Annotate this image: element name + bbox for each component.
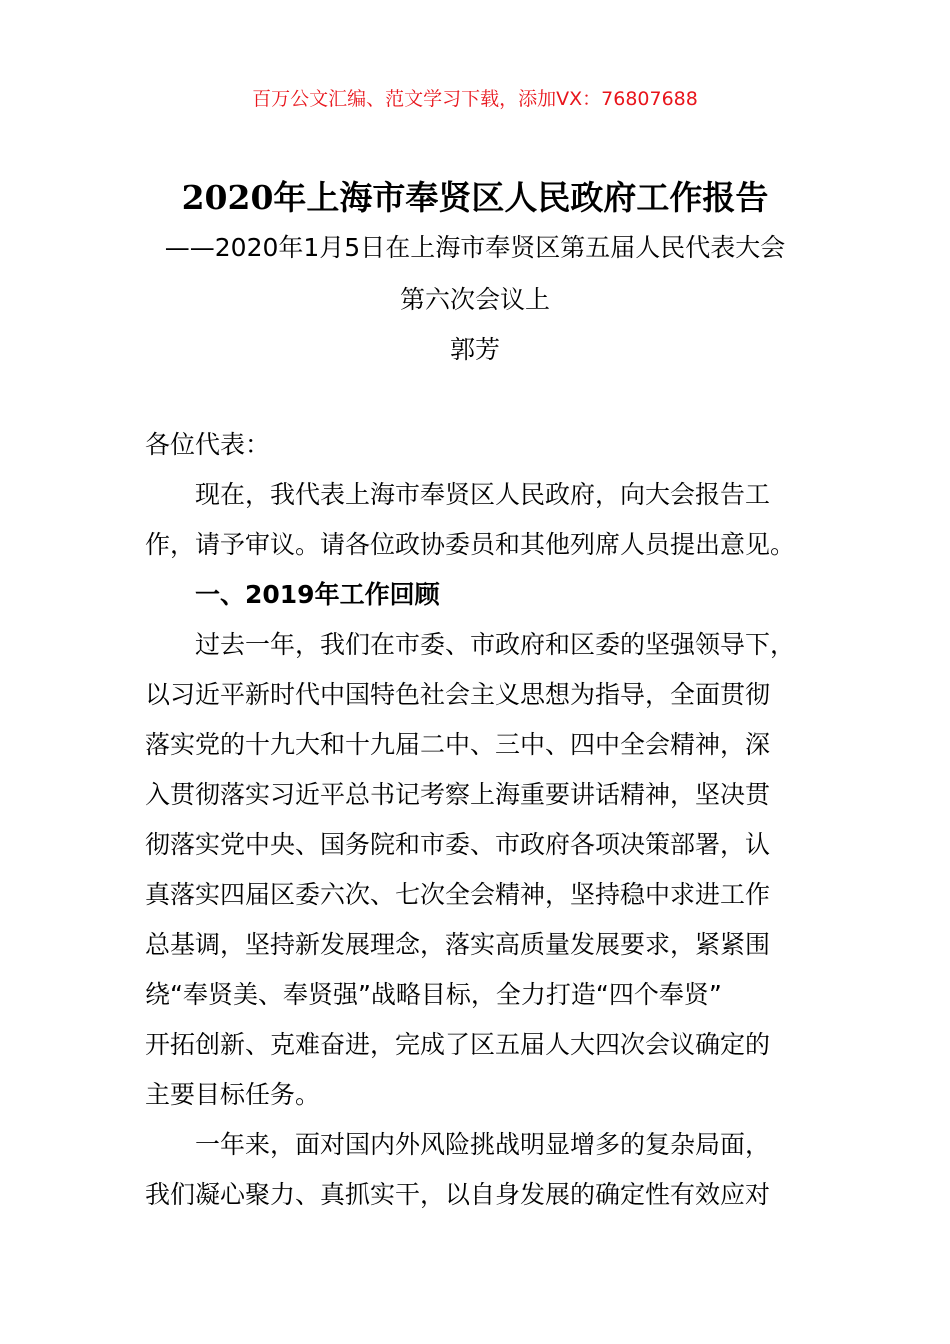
watermark-banner: 百万公文汇编、范文学习下载，添加VX：76807688 (252, 88, 698, 110)
paragraph-line: 现在，我代表上海市奉贤区人民政府，向大会报告工 (195, 480, 771, 509)
paragraph-line: 总基调，坚持新发展理念，落实高质量发展要求，紧紧围 (145, 930, 771, 959)
paragraph-line: 主要目标任务。 (145, 1080, 321, 1109)
paragraph-line: 真落实四届区委六次、七次全会精神，坚持稳中求进工作 (145, 880, 771, 909)
document-subtitle-line1: ——2020年1月5日在上海市奉贤区第五届人民代表大会 (164, 233, 786, 262)
paragraph-line: 过去一年，我们在市委、市政府和区委的坚强领导下， (195, 630, 796, 659)
document-title: 2020年上海市奉贤区人民政府工作报告 (181, 178, 769, 217)
paragraph-line: 开拓创新、克难奋进，完成了区五届人大四次会议确定的 (145, 1030, 771, 1059)
paragraph-line: 一年来，面对国内外风险挑战明显增多的复杂局面， (195, 1130, 771, 1159)
section-heading: 一、2019年工作回顾 (195, 580, 440, 609)
paragraph-line: 我们凝心聚力、真抓实干，以自身发展的确定性有效应对 (145, 1180, 771, 1209)
paragraph-line: 落实党的十九大和十九届二中、三中、四中全会精神，深 (145, 730, 771, 759)
paragraph-line: 作，请予审议。请各位政协委员和其他列席人员提出意见。 (145, 530, 796, 559)
document-body (145, 420, 810, 1220)
paragraph-line: 以习近平新时代中国特色社会主义思想为指导，全面贯彻 (145, 680, 771, 709)
salutation: 各位代表： (145, 430, 271, 459)
document-author: 郭芳 (449, 335, 500, 364)
paragraph-line: 彻落实党中央、国务院和市委、市政府各项决策部署，认 (145, 830, 771, 859)
paragraph-line: 绕“奉贤美、奉贤强”战略目标，全力打造“四个奉贤” (145, 980, 722, 1009)
paragraph-line: 入贯彻落实习近平总书记考察上海重要讲话精神，坚决贯 (145, 780, 771, 809)
document-subtitle-line2: 第六次会议上 (399, 285, 550, 314)
